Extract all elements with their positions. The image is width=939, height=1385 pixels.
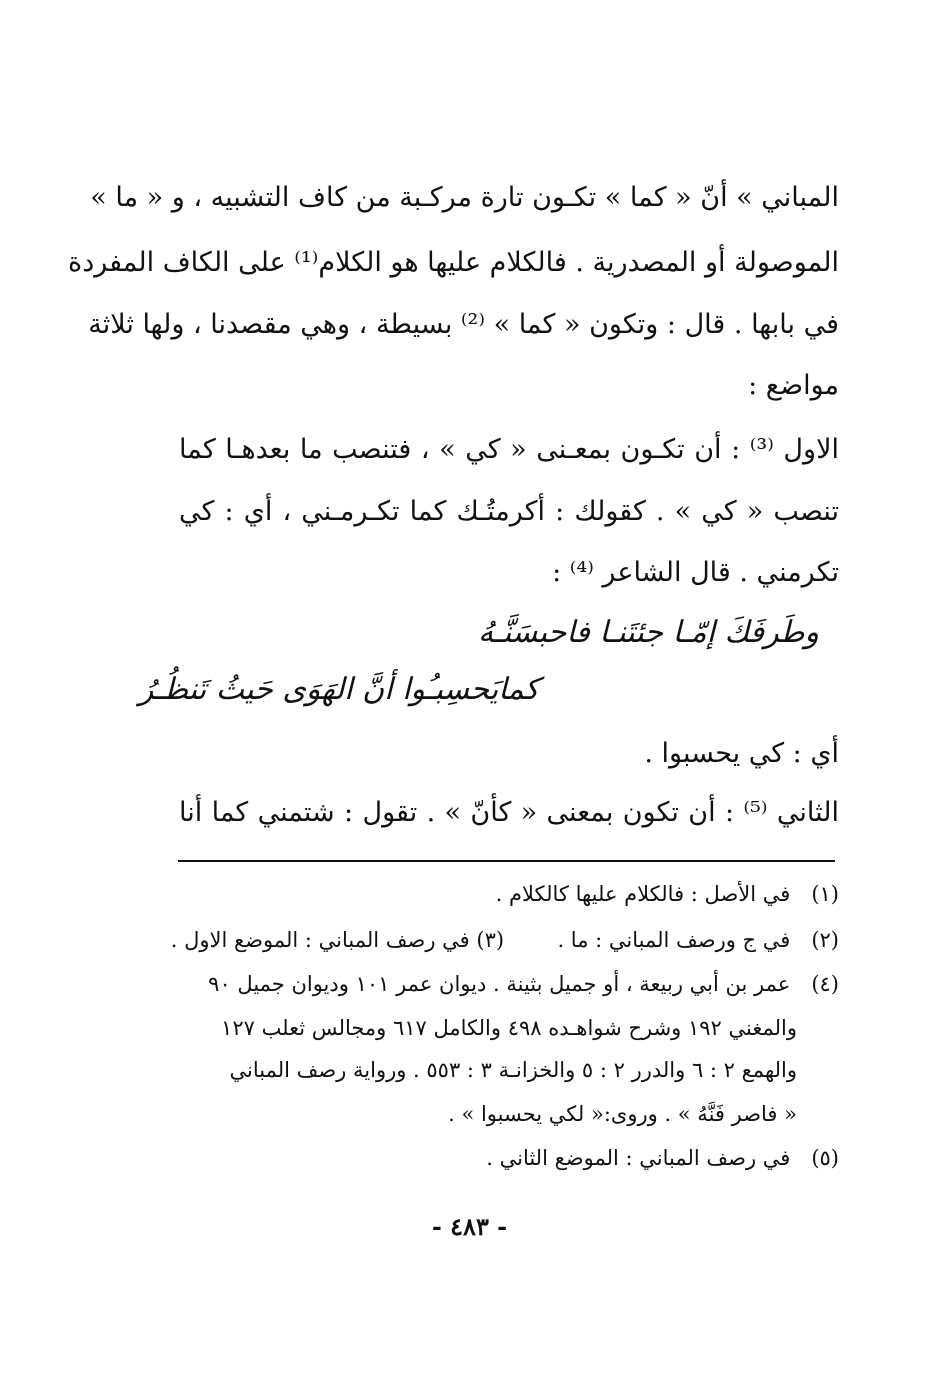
footnote-2	[171, 928, 839, 952]
footnote-text: في رصف المباني : الموضع الثاني .	[486, 1146, 791, 1170]
footnote-number: (١)	[811, 882, 839, 906]
page-number: - ٤٨٣ -	[431, 1212, 508, 1241]
paragraph-line-5: الاول ⁽³⁾ : أن تكـون بمعـنى « كي » ، فتنصب ما بعدهـا كما	[179, 434, 839, 465]
paragraph-line-9: الثاني ⁽⁵⁾ : أن تكون بمعنى « كأنّ » . تقول : شتمني كما أنا	[179, 797, 839, 828]
footnote-4-continued: والمغني ١٩٢ وشرح شواهـده ٤٩٨ والكامل ٦١٧ ومجالس ثعلب ١٢٧	[221, 1016, 797, 1040]
footnote-5	[486, 1146, 839, 1170]
footnote-number: (٢)	[811, 928, 839, 952]
verse-first-hemistich: وطَرفَكَ إمّـا جئتَنـا فاحبسَنَّـهُ	[478, 615, 819, 650]
paragraph-line-7: تكرمني . قال الشاعر ⁽⁴⁾ :	[552, 557, 839, 588]
paragraph-line-4: مواضع :	[748, 370, 839, 401]
footnote-1	[496, 882, 839, 906]
footnote-separator	[178, 860, 835, 862]
footnote-text: في ج ورصف المباني : ما . (٣) في رصف المباني : الموضع الاول .	[170, 928, 791, 952]
footnote-text: في الأصل : فالكلام عليها كالكلام .	[495, 882, 791, 906]
footnote-number: (٥)	[811, 1146, 839, 1170]
paragraph-line-3: في بابها . قال : وتكون « كما » ⁽²⁾ بسيطة ، وهي مقصدنا ، ولها ثلاثة	[88, 309, 839, 340]
paragraph-line-2: الموصولة أو المصدرية . فالكلام عليها هو الكلام⁽¹⁾ على الكاف المفردة	[68, 247, 839, 278]
paragraph-line-1: المباني » أنّ « كما » تكـون تارة مركـبة من كاف التشبيه ، و « ما »	[90, 182, 839, 213]
footnote-4	[208, 972, 839, 996]
paragraph-line-6: تنصب « كي » . كقولك : أكرمتُـك كما تكـرمـني ، أي : كي	[179, 496, 839, 527]
paragraph-line-8: أي : كي يحسبوا .	[644, 738, 839, 769]
footnote-number: (٤)	[811, 972, 839, 996]
footnote-4-continued: والهمع ٢ : ٦ والدرر ٢ : ٥ والخزانـة ٣ : ٥٥٣ . ورواية رصف المباني	[229, 1058, 797, 1082]
verse-second-hemistich: كمايَحسِبـُوا أنَّ الهَوَى حَيثُ تَنظُـرُ	[138, 672, 539, 707]
footnote-4-continued: « فاصر فَنَّهُ » . وروى:« لكي يحسبوا » .	[448, 1102, 797, 1126]
footnote-text: عمر بن أبي ربيعة ، أو جميل بثينة . ديوان عمر ١٠١ وديوان جميل ٩٠	[208, 972, 791, 996]
